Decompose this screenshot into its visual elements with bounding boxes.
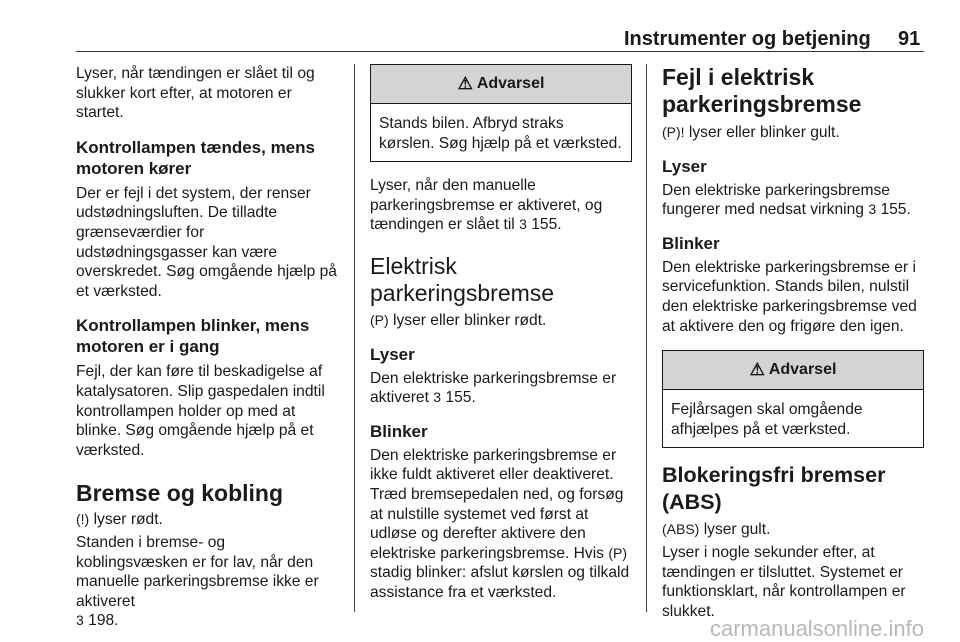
warning-header-1 [371,65,631,104]
heading-lyser: Lyser [662,156,707,176]
heading-lamp-running: Kontrollampen tændes, mens motoren kører [76,137,315,178]
abs-lamp-state: lyser gult. [703,521,771,539]
paragraph-abs: Lyser i nogle sekunder efter, at tændingen er tilsluttet. Systemet er funktionsklart, når kontrollampen er slukket. [662,543,906,620]
epb-blinker-text-a: Den elektriske parkeringsbremse er ikke fuldt aktiveret eller deaktiveret. Træd bremsepedalen ned, og forsøg at nulstille systemet ved først at udløse og derefter aktivere den elektriske parkeringsbremse. Hvis [370,446,624,562]
parking-brake-fault-icon: (P)! [662,124,685,140]
fault-lyser-text: Den elektriske parkeringsbremse fungerer med nedsat virkning [662,181,890,219]
warning-title-1: Advarsel [476,75,545,92]
epb-blinker-text-b: stadig blinker: afslut kørslen og tilkald assistance fra et værksted. [370,564,630,601]
parking-brake-icon: (P) [370,311,389,328]
warning-box-1 [370,64,632,162]
manual-brake-reference: 155. [531,216,562,234]
brake-warning-icon: (!) [76,511,90,528]
epb-lyser-reference: 155. [445,389,476,407]
warning-box-2 [662,350,924,448]
reference-arrow-icon: 3 [76,612,84,629]
warning-triangle-icon: ⚠ [749,360,765,380]
paragraph-fault-blinker: Den elektriske parkeringsbremse er i servicefunktion. Stands bilen, nulstil den elektriske parkeringsbremse ved at aktivere den og frigøre den igen. [662,258,917,335]
warning-triangle-icon: ⚠ [457,74,473,93]
warning-text-2: Fejlårsagen skal omgående afhjælpes på et værksted. [671,401,863,438]
fault-lyser-reference: 155. [880,201,911,219]
heading-blinker: Blinker [662,233,720,253]
paragraph-lamp-running: Der er fejl i det system, der renser udstødningsluften. De tilladte grænseværdier for udstødningsgasser kan være overskredet. Søg omgående hjælp på et værksted. [76,184,337,300]
brake-lamp-line [76,510,340,530]
column-3 [662,64,926,621]
heading-electric-parking-brake: Elektrisk parkeringsbremse [370,252,555,306]
heading-brake-clutch: Bremse og kobling [76,480,284,507]
column-separator-1 [354,64,355,612]
page-number: 91 [898,28,921,50]
heading-lamp-blinks: Kontrollampen blinker, mens motoren er i gang [76,316,310,357]
fault-lamp-line [662,123,926,143]
manual-brake-text: Lyser, når den manuelle parkeringsbremse er aktiveret, og tændingen er slået til [370,177,603,234]
heading-lyser: Lyser [370,344,415,364]
heading-abs: Blokeringsfri bremser (ABS) [662,463,886,515]
paragraph-manual-brake [370,176,634,235]
paragraph-epb-lyser [370,369,634,408]
paragraph-brake [76,533,340,631]
epb-lamp-line [370,311,634,331]
reference-arrow-icon: 3 [519,216,527,233]
warning-title-2: Advarsel [768,361,837,379]
column-1 [76,64,340,631]
brake-reference: 198. [88,612,119,630]
reference-arrow-icon: 3 [868,201,877,218]
page-header-title: Instrumenter og betjening [624,28,871,50]
epb-lyser-text: Den elektriske parkeringsbremse er aktiveret [370,369,617,407]
abs-lamp-line [662,520,926,540]
reference-arrow-icon: 3 [433,389,442,406]
warning-text-1: Stands bilen. Afbryd straks kørslen. Søg hjælp på et værksted. [379,115,622,152]
warning-header-2 [663,351,923,390]
paragraph-fault-lyser [662,181,926,220]
epb-lamp-state: lyser eller blinker rødt. [393,311,547,329]
heading-epb-fault: Fejl i elektrisk parkeringsbremse [662,64,862,117]
header-rule [76,51,924,52]
abs-icon: (ABS) [662,521,700,538]
column-separator-2 [646,64,647,612]
intro-paragraph: Lyser, når tændingen er slået til og slukker kort efter, at motoren er startet. [76,65,315,122]
fault-lamp-state: lyser eller blinker gult. [688,124,840,141]
brake-lamp-state: lyser rødt. [93,511,163,529]
heading-blinker: Blinker [370,421,428,441]
parking-brake-icon: (P) [608,544,627,561]
watermark: carmanualsonline.info [709,616,924,641]
paragraph-lamp-blinks: Fejl, der kan føre til beskadigelse af katalysatoren. Slip gaspedalen indtil kontrollampen holder op med at blinke. Søg omgående hjælp på et værksted. [76,363,325,459]
brake-text: Standen i bremse- og koblingsvæsken er for lav, når den manuelle parkeringsbremse ikke er aktiveret [76,533,319,610]
column-2 [370,64,634,603]
paragraph-epb-blinker [370,446,634,603]
